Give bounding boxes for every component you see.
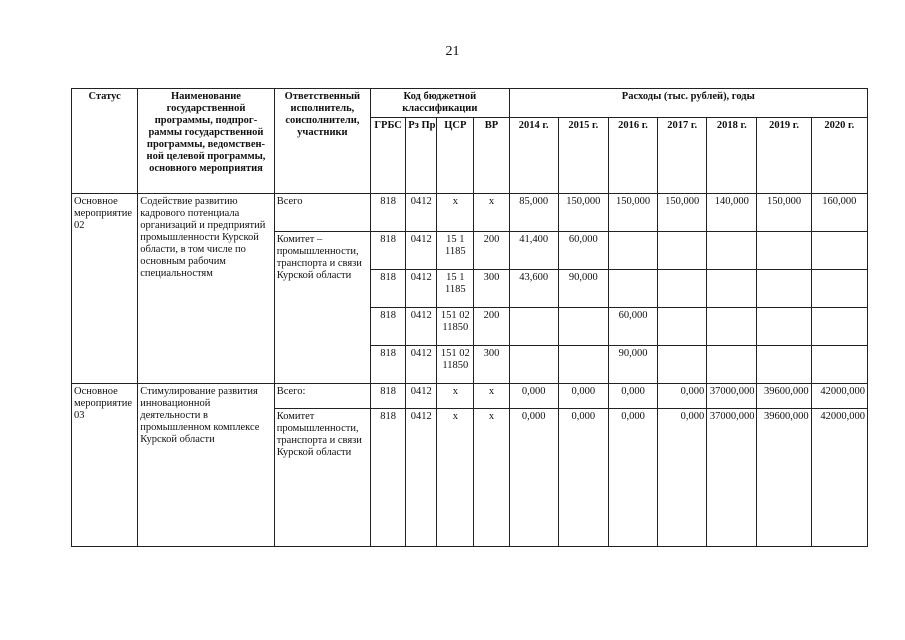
csr-cell: х [437,194,474,232]
value-cell [757,308,811,346]
measure-name-cell: Содействие развитию кадрового потенциала организаций и предприятий промышленности Курской области, в том числе по основным рабочим специальностям [138,194,274,384]
value-cell: 160,000 [811,194,867,232]
header-csr: ЦСР [437,118,474,194]
rzpr-cell: 0412 [406,346,437,384]
rzpr-cell: 0412 [406,308,437,346]
value-cell: 39600,000 [757,384,811,409]
value-cell [707,308,757,346]
vr-cell: 300 [474,270,509,308]
value-cell: 0,000 [509,384,558,409]
header-year: 2014 г. [509,118,558,194]
header-budget-code: Код бюджетной классификации [371,89,510,118]
rzpr-cell: 0412 [406,232,437,270]
csr-cell: 151 02 11850 [437,308,474,346]
header-year: 2020 г. [811,118,867,194]
value-cell [707,346,757,384]
value-cell: 140,000 [707,194,757,232]
grbs-cell: 818 [371,270,406,308]
value-cell [757,232,811,270]
rzpr-cell: 0412 [406,270,437,308]
value-cell: 0,000 [558,384,608,409]
value-cell [608,270,657,308]
value-cell [658,308,707,346]
value-cell: 0,000 [608,409,657,547]
rzpr-cell: 0412 [406,194,437,232]
grbs-cell: 818 [371,409,406,547]
value-cell: 90,000 [608,346,657,384]
value-cell [707,232,757,270]
value-cell [558,308,608,346]
csr-cell: 15 1 1185 [437,270,474,308]
header-year: 2018 г. [707,118,757,194]
vr-cell: х [474,384,509,409]
value-cell [811,232,867,270]
value-cell: 85,000 [509,194,558,232]
header-name: Наименование государственной программы, подпрограммы государственной программы, ведомственной целевой программы, основного мероприятия [138,89,274,194]
value-cell [658,346,707,384]
csr-cell: х [437,384,474,409]
value-cell: 42000,000 [811,409,867,547]
value-cell: 0,000 [608,384,657,409]
value-cell: 60,000 [608,308,657,346]
value-cell [658,270,707,308]
table-row [72,194,868,232]
rzpr-cell: 0412 [406,384,437,409]
vr-cell: х [474,194,509,232]
value-cell [558,346,608,384]
value-cell: 43,600 [509,270,558,308]
executor-cell: Комитет промышленности, транспорта и связи Курской области [274,409,370,547]
rzpr-cell: 0412 [406,409,437,547]
grbs-cell: 818 [371,194,406,232]
value-cell: 150,000 [757,194,811,232]
value-cell: 41,400 [509,232,558,270]
header-vr: ВР [474,118,509,194]
grbs-cell: 818 [371,384,406,409]
header-executor: Ответственный исполнитель, соисполнители, участники [274,89,370,194]
csr-cell: 151 02 11850 [437,346,474,384]
header-expenses: Расходы (тыс. рублей), годы [509,89,867,118]
status-cell: Основное мероприятие 03 [72,384,138,547]
header-status: Статус [72,89,138,194]
value-cell [509,346,558,384]
grbs-cell: 818 [371,308,406,346]
value-cell: 0,000 [558,409,608,547]
value-cell: 37000,000 [707,409,757,547]
value-cell [509,308,558,346]
value-cell [811,308,867,346]
executor-cell: Комитет – промышленности, транспорта и связи Курской области [274,232,370,384]
value-cell [707,270,757,308]
grbs-cell: 818 [371,346,406,384]
grbs-cell: 818 [371,232,406,270]
value-cell [757,346,811,384]
value-cell: 0,000 [658,384,707,409]
header-year: 2019 г. [757,118,811,194]
value-cell: 42000,000 [811,384,867,409]
status-cell: Основное мероприятие 02 [72,194,138,384]
value-cell [757,270,811,308]
value-cell: 0,000 [658,409,707,547]
value-cell [811,270,867,308]
header-grbs: ГРБС [371,118,406,194]
header-row-1 [72,89,868,118]
value-cell: 0,000 [509,409,558,547]
value-cell: 37000,000 [707,384,757,409]
value-cell [811,346,867,384]
vr-cell: 200 [474,308,509,346]
budget-table [71,88,868,547]
header-year: 2016 г. [608,118,657,194]
page-number: 21 [445,44,460,59]
measure-name-cell: Стимулирование развития инновационной деятельности в промышленном комплексе Курской области [138,384,274,547]
value-cell: 150,000 [558,194,608,232]
value-cell: 150,000 [608,194,657,232]
vr-cell: 200 [474,232,509,270]
value-cell: 60,000 [558,232,608,270]
csr-cell: х [437,409,474,547]
value-cell: 150,000 [658,194,707,232]
vr-cell: х [474,409,509,547]
value-cell [658,232,707,270]
value-cell [608,232,657,270]
value-cell: 90,000 [558,270,608,308]
csr-cell: 15 1 1185 [437,232,474,270]
value-cell: 39600,000 [757,409,811,547]
header-year: 2017 г. [658,118,707,194]
header-year: 2015 г. [558,118,608,194]
executor-cell: Всего [274,194,370,232]
vr-cell: 300 [474,346,509,384]
executor-cell: Всего: [274,384,370,409]
header-rzpr: Рз Пр [406,118,437,194]
table-row [72,384,868,409]
